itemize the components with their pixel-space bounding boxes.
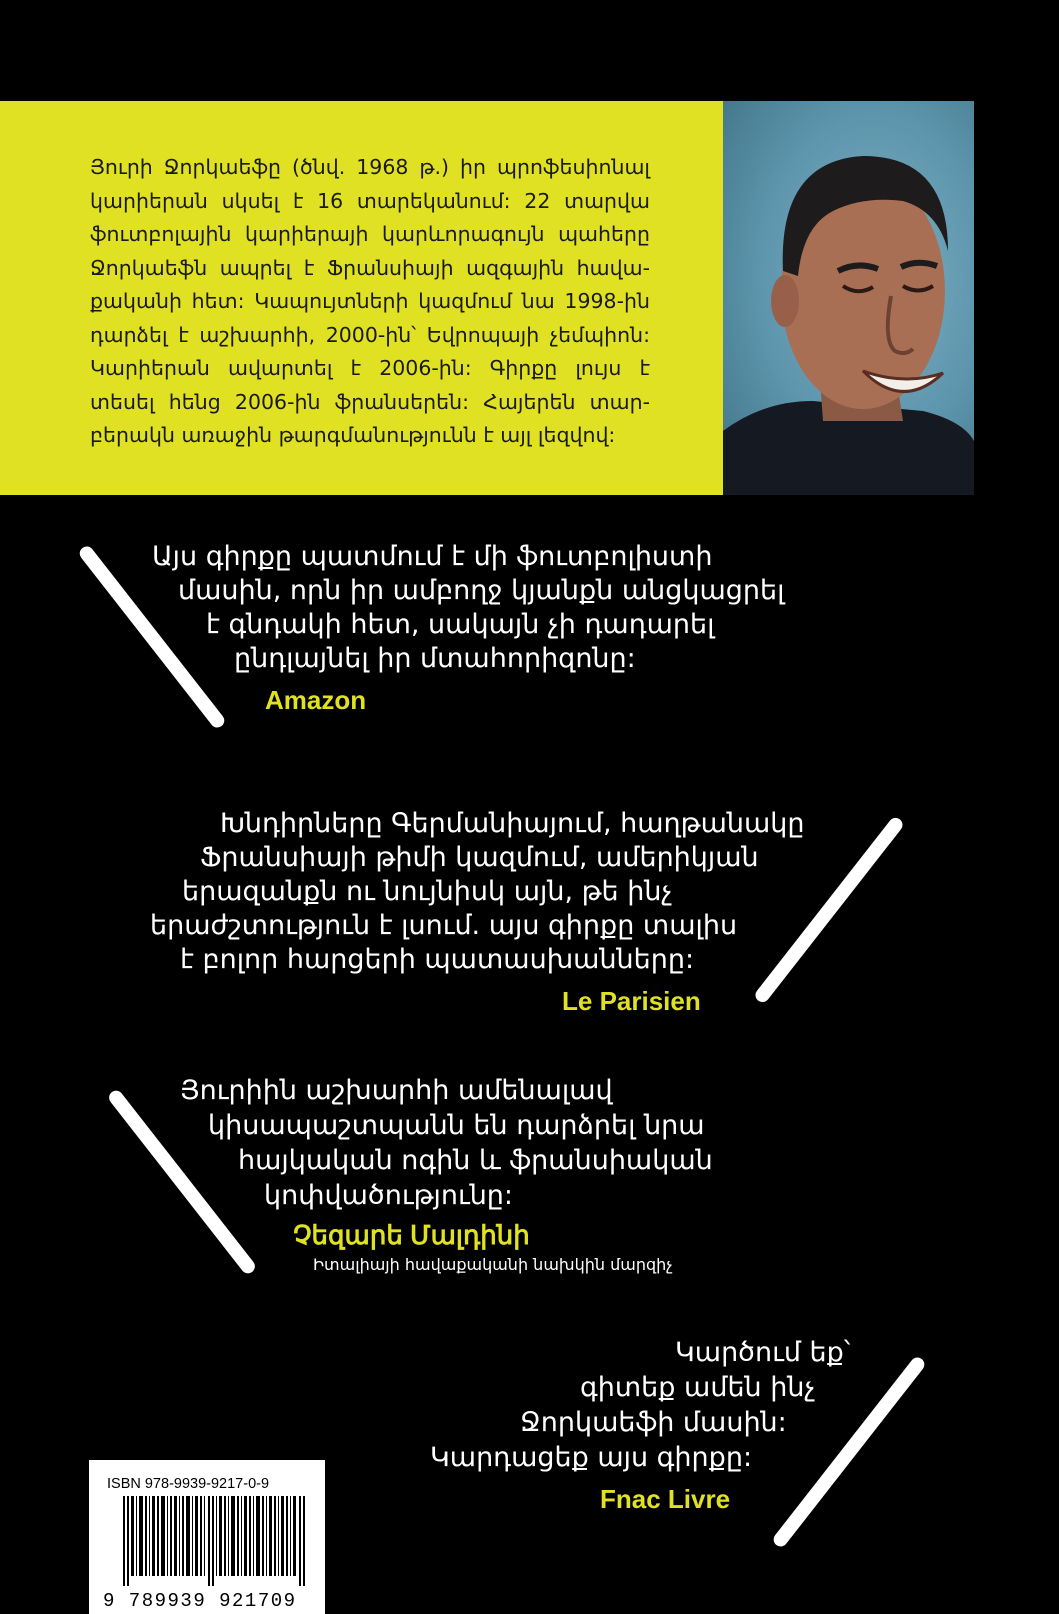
quote-line: Այս գիրքը պատմում է մի ֆուտբոլիստի bbox=[152, 541, 713, 572]
bio-line: Կարիերան ավարտել է 2006-ին: Գիրքը լույս է bbox=[90, 356, 650, 380]
quote-line: մասին, որն իր ամբողջ կյանքն անցկացրել bbox=[178, 575, 785, 606]
isbn-label: ISBN 978-9939-9217-0-9 bbox=[107, 1476, 270, 1492]
bio-line: բերակն առաջին թարգմանությունն է այլ լեզվով: bbox=[90, 423, 616, 447]
isbn-barcode bbox=[89, 1460, 325, 1614]
quote-line: Ֆրանսիայի թիմի կազմում, ամերիկյան bbox=[200, 842, 759, 873]
bio-line: Ջորկաեֆն ապրել է Ֆրանսիայի ազգային հավա- bbox=[90, 255, 650, 280]
bio-line: քականի հետ: Կապույտների կազմում նա 1998-ին bbox=[90, 289, 650, 313]
author-bio-panel bbox=[0, 101, 723, 495]
quote-line: Կարծում եք՝ bbox=[675, 1337, 851, 1368]
quote-line: կոփվածությունը: bbox=[264, 1180, 514, 1211]
author-photo bbox=[723, 101, 974, 495]
quote-source: Le Parisien bbox=[562, 986, 701, 1016]
bio-line: ֆուտբոլային կարիերայի կարևորագույն պահերը bbox=[90, 222, 650, 246]
quote-line: Խնդիրները Գերմանիայում, հաղթանակը bbox=[220, 808, 805, 839]
decorative-slash-2 bbox=[753, 815, 906, 1005]
quote-line: Յուրիին աշխարհի ամենալավ bbox=[180, 1075, 613, 1106]
author-portrait-illustration bbox=[723, 101, 974, 495]
quote-source: Չեզարե Մալդինի bbox=[293, 1220, 530, 1250]
bio-line: տեսել հենց 2006-ին ֆրանսերեն: Հայերեն տար- bbox=[90, 389, 650, 414]
quote-line: Կարդացեք այս գիրքը: bbox=[430, 1442, 753, 1473]
bio-line: կարիերան սկսել է 16 տարեկանում: 22 տարվա bbox=[90, 188, 650, 213]
quote-line: երաժշտություն է լսում. այս գիրքը տալիս bbox=[150, 910, 738, 941]
quote-line: երազանքն ու նույնիսկ այն, թե ինչ bbox=[182, 876, 673, 907]
bio-line: Յուրի Ջորկաեֆը (ծնվ. 1968 թ.) իր պրոֆեսիոնալ bbox=[90, 155, 650, 179]
quote-line: է բոլոր հարցերի պատասխանները: bbox=[180, 944, 695, 975]
quote-line: է գնդակի հետ, սակայն չի դադարել bbox=[206, 609, 715, 640]
quote-line: գիտեք ամեն ինչ bbox=[580, 1372, 816, 1403]
quote-source: Fnac Livre bbox=[600, 1484, 731, 1514]
quote-source-title: Իտալիայի հավաքականի նախկին մարզիչ bbox=[313, 1255, 673, 1274]
quote-line: ընդլայնել իր մտահորիզոնը: bbox=[234, 643, 636, 674]
quote-line: Ջորկաեֆի մասին: bbox=[520, 1407, 787, 1438]
bio-line: դարձել է աշխարհի, 2000-ին՝ Եվրոպայի չեմպիոն: bbox=[90, 322, 650, 347]
quote-source: Amazon bbox=[265, 685, 367, 715]
barcode-digits: 9 789939 921709 bbox=[103, 1590, 297, 1612]
barcode-bars bbox=[123, 1496, 313, 1586]
quote-line: հայկական ոգին և ֆրանսիական bbox=[238, 1145, 713, 1176]
author-bio-text bbox=[90, 151, 650, 453]
quote-line: կիսապաշտպանն են դարձրել նրա bbox=[208, 1110, 705, 1141]
